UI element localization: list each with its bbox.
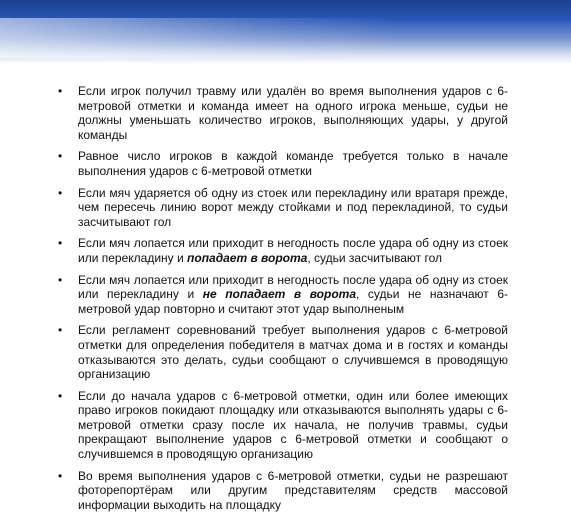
list-item [58,186,508,230]
list-item [58,323,508,381]
rules-list [58,84,508,519]
list-item-emphasis: не попадает в ворота [202,287,356,302]
bullet-icon: • [58,468,63,483]
list-item [58,84,508,142]
bullet-icon: • [58,236,63,251]
list-item-text-after: , судьи не назначают 6-метровой удар повторно и считают этот удар выполненым [78,287,508,316]
bullet-icon: • [58,84,63,98]
list-item-text: Если регламент соревнований требует выполнения ударов с 6-метровой отметки для определения победителя в матчах дома и в гостях и команды отказываются это делать, судьи сообщают о случившемся в проводящую организацию [78,323,508,382]
bullet-icon: • [58,185,63,200]
list-item [58,236,508,265]
list-item-text: Во время выполнения ударов с 6-метровой отметки, судьи не разрешают фоторепортёрам или другим представителям средств массовой информации выходить на площадку [78,468,508,512]
list-item [58,469,508,513]
bullet-icon: • [58,388,63,403]
list-item-text: Если до начала ударов с 6-метровой отметки, один или более имеющих право игроков покидают площадку или отказываются выполнять удары с 6-метровой отметки сразу после их начала, не получив травмы, судьи прекращают выполнение ударов с 6-метровой отметки и сообщают о случившемся в проводящую организацию [78,388,508,462]
list-item-text: Если мяч ударяется об одну из стоек или перекладину или вратаря прежде, чем пересечь линию ворот между стойками и под перекладиной, то судьи засчитывают гол [78,185,508,229]
list-item-text-after: , судьи засчитывают гол [307,250,443,265]
header-banner-highlight [0,18,571,58]
list-item-text: Если игрок получил травму или удалён во время выполнения ударов с 6-метровой отметки и команда имеет на одного игрока меньше, судьи не должны уменьшать количество игроков, выполняющих удары, у другой команды [78,84,508,142]
bullet-icon: • [58,149,63,164]
list-item-text: Равное число игроков в каждой команде требуется только в начале выполнения ударов с 6-метровой отметки [78,149,508,178]
list-item [58,149,508,178]
list-item-text-before: Если мяч лопается или приходит в негодность после удара об одну из стоек или перекладину и [78,272,508,302]
list-item [58,389,508,462]
list-item [58,273,508,317]
list-item-emphasis: попадает в ворота [187,250,308,265]
bullet-icon: • [58,272,63,287]
list-item-text-before: Если мяч лопается или приходит в негодность после удара об одну из стоек или перекладину и [78,236,508,265]
bullet-icon: • [58,323,63,338]
